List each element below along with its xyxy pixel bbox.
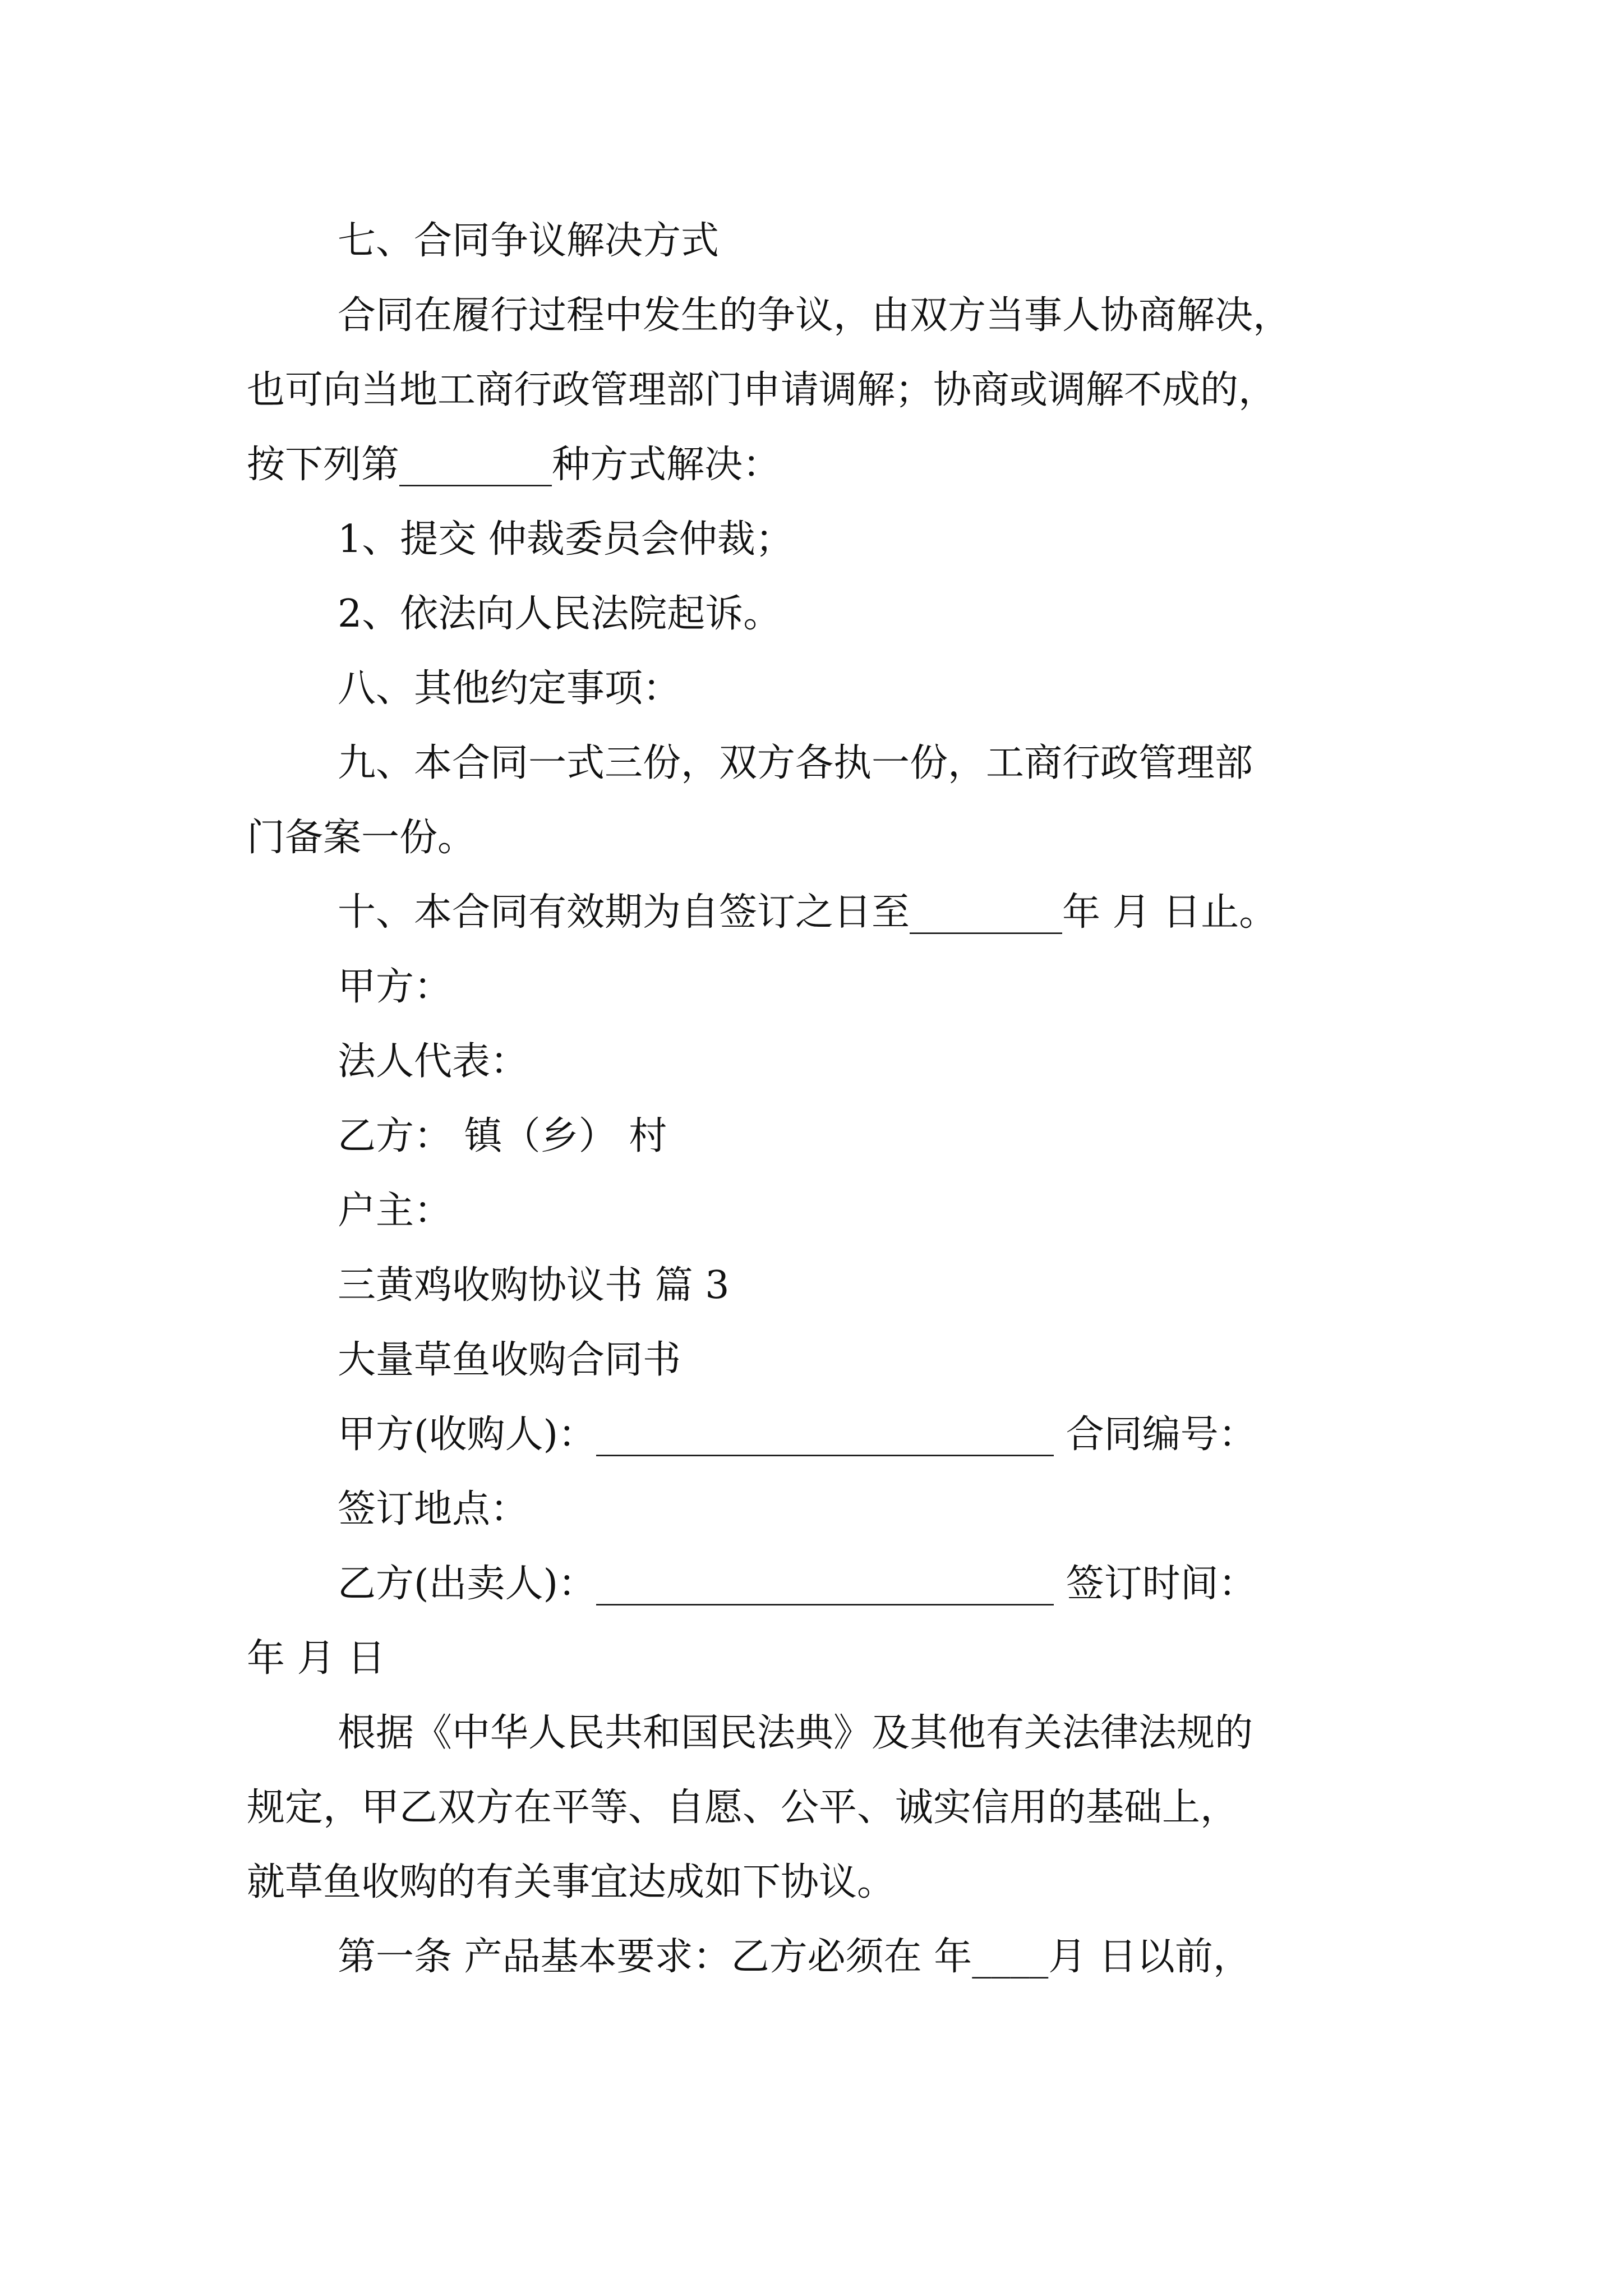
section-heading-10: 十、本合同有效期为自签订之日至________年 月 日止。 xyxy=(338,890,1278,935)
party-b-label: 乙方： 镇（乡） 村 xyxy=(338,1114,667,1158)
buyer-line: 甲方(收购人)：________________________ 合同编号： xyxy=(338,1412,1257,1457)
householder-label: 户主： xyxy=(338,1189,453,1233)
signing-place-label: 签订地点： xyxy=(338,1487,529,1531)
paragraph-line: 就草鱼收购的有关事宜达成如下协议。 xyxy=(247,1860,896,1904)
paragraph-line: 按下列第________种方式解决： xyxy=(247,443,781,487)
article-1-line: 第一条 产品基本要求：乙方必须在 年____月 日以前， xyxy=(338,1935,1251,1979)
paragraph-line: 根据《中华人民共和国民法典》及其他有关法律法规的 xyxy=(338,1711,1253,1755)
paragraph-line: 规定，甲乙双方在平等、自愿、公平、诚实信用的基础上， xyxy=(247,1786,1239,1830)
section-heading-9: 九、本合同一式三份，双方各执一份，工商行政管理部 xyxy=(338,741,1253,785)
list-item-court: 2、依法向人民法院起诉。 xyxy=(338,592,782,636)
section-heading-8: 八、其他约定事项： xyxy=(338,666,681,711)
paragraph-line: 门备案一份。 xyxy=(247,816,476,860)
date-line: 年 月 日 xyxy=(247,1636,386,1681)
party-a-label: 甲方： xyxy=(338,965,453,1009)
section-heading-7: 七、合同争议解决方式 xyxy=(338,219,720,263)
paragraph-line: 也可向当地工商行政管理部门申请调解；协商或调解不成的， xyxy=(247,368,1277,412)
paragraph-line: 合同在履行过程中发生的争议，由双方当事人协商解决， xyxy=(338,293,1292,338)
contract-title: 大量草鱼收购合同书 xyxy=(338,1338,681,1382)
seller-line: 乙方(出卖人)：________________________ 签订时间： xyxy=(338,1562,1257,1606)
document-title: 三黄鸡收购协议书 篇 3 xyxy=(338,1263,730,1308)
legal-representative-label: 法人代表： xyxy=(338,1039,529,1084)
list-item-arbitration: 1、提交 仲裁委员会仲裁； xyxy=(338,517,794,562)
